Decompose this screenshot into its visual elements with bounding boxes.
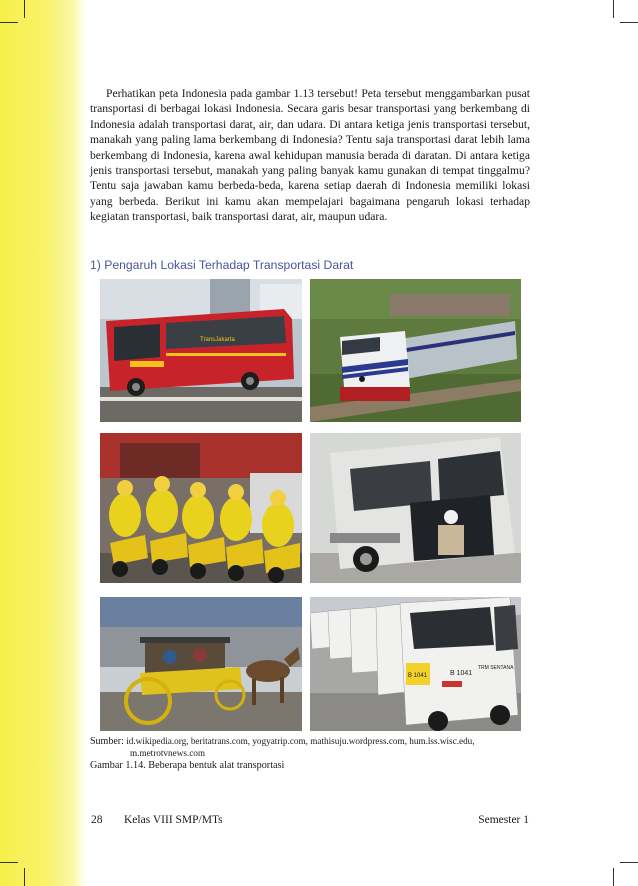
source-label: Sumber: (90, 736, 124, 747)
page-number: 28 (91, 814, 103, 826)
body-paragraph: Perhatikan peta Indonesia pada gambar 1.13 tersebut! Peta tersebut menggambarkan pusat transportasi di berbagai lokasi Indonesia. Secara garis besar transportasi yang berkembang di Indonesia adalah transportasi darat, air, dan udara. Di antara ketiga jenis transportasi tersebut, manakah yang paling lama berkembang di Indonesia? Tentu saja transportasi darat lebih lama berkembang di Indonesia, karena awal kehidupan manusia berada di daratan. Di antara ketiga jenis transportasi tersebut, manakah yang paling banyak kamu gunakan di tempat tinggalmu? Tentu saja jawaban kamu berbeda-beda, karena setiap daerah di Indonesia memiliki lokasi yang berbeda. Berikut ini kamu akan mempelajari bagaimana pengaruh lokasi terhadap kegiatan transportasi, baik transportasi darat, air, maupun udara. (90, 87, 530, 224)
photo-transjakarta-bus (100, 279, 302, 422)
photo-parked-vans (310, 597, 521, 731)
crop-mark-bottom-left-v (24, 868, 25, 886)
section-heading: 1) Pengaruh Lokasi Terhadap Transportasi Darat (90, 258, 354, 272)
crop-mark-top-left-v (24, 0, 25, 18)
photo-ojek-motorcycles (100, 433, 302, 583)
van-rear-number: B 1041 (450, 670, 473, 677)
photo-angkot-van (310, 433, 521, 583)
van-side-sign: TRM SENTANA (478, 665, 514, 671)
crop-mark-top-right (620, 22, 638, 23)
crop-mark-bottom-right (620, 862, 638, 863)
crop-mark-bottom-right-v (613, 868, 614, 886)
margin-color-strip (0, 0, 86, 886)
footer-semester: Semester 1 (478, 814, 529, 826)
van-plate-text: B 1041 (408, 673, 428, 679)
crop-mark-top-left (0, 22, 18, 23)
crop-mark-bottom-left (0, 862, 18, 863)
crop-mark-top-right-v (613, 0, 614, 18)
photo-andong-horse-cart (100, 597, 302, 731)
photo-train (310, 279, 521, 422)
source-line-1: id.wikipedia.org, beritatrans.com, yogyatrip.com, mathisuju.wordpress.com, hum.lss.wisc.edu, (126, 736, 475, 746)
source-line-2: m.metrotvnews.com (130, 747, 206, 758)
image-source (90, 736, 530, 759)
footer-class-label: Kelas VIII SMP/MTs (124, 814, 223, 826)
figure-caption: Gambar 1.14. Beberapa bentuk alat transportasi (90, 760, 285, 771)
bus-sign-text: TransJakarta (200, 337, 235, 343)
